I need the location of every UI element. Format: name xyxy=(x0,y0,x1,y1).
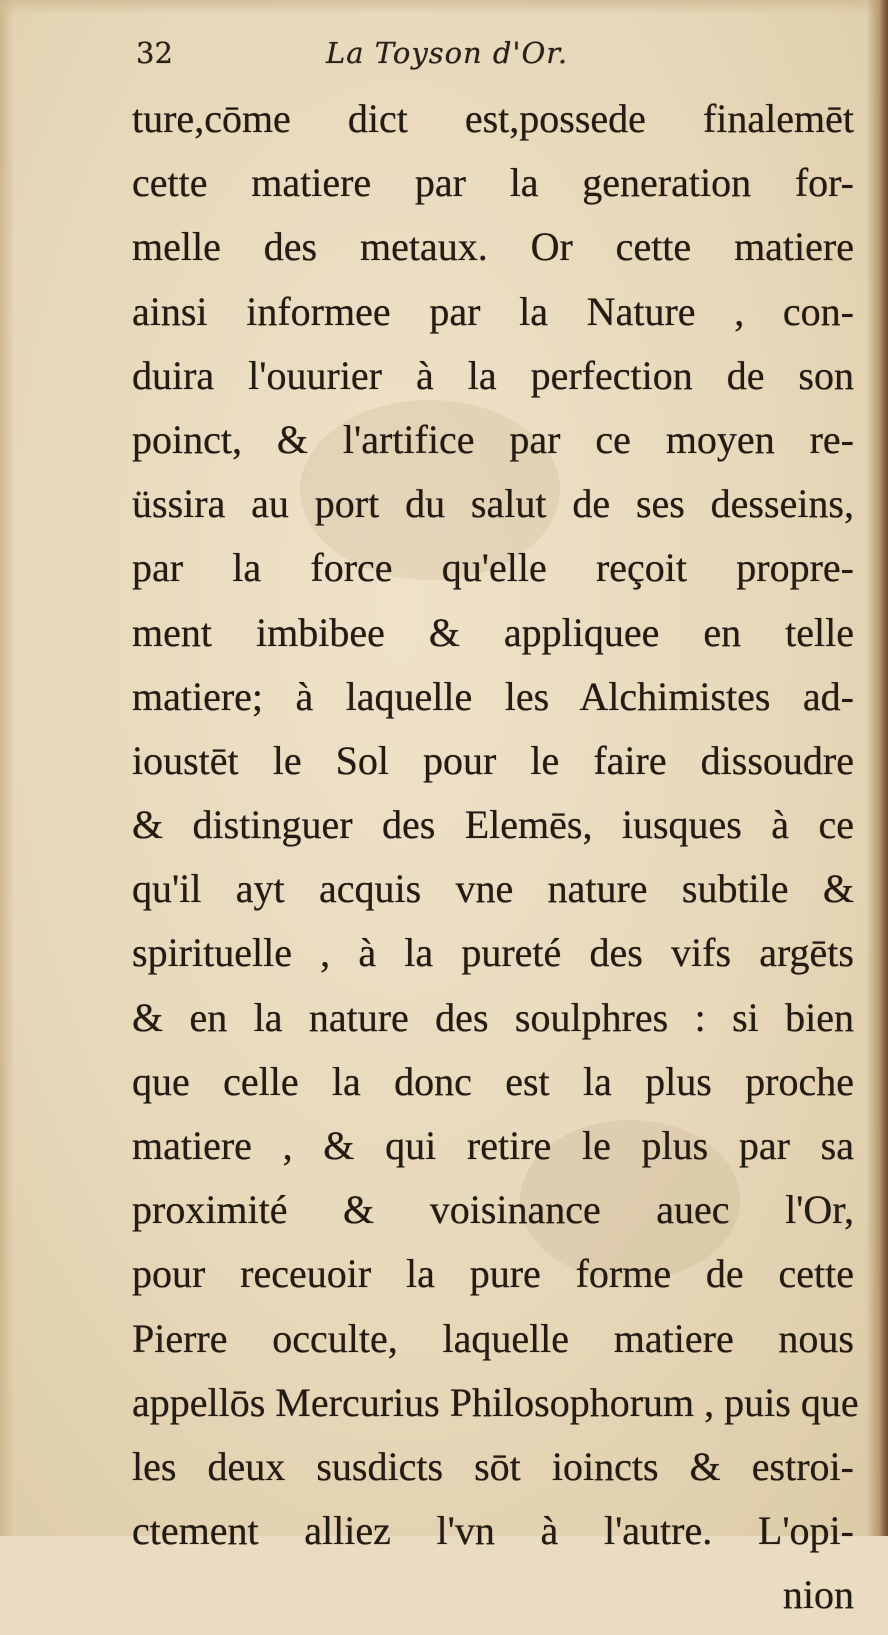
text-line: & distinguer des Elemēs, iusques à ce xyxy=(132,802,854,848)
text-line: üssira au port du salut de ses desseins, xyxy=(132,481,854,527)
text-line: cette matiere par la generation for- xyxy=(132,160,854,206)
text-line: duira l'ouurier à la perfection de son xyxy=(132,352,854,398)
body-text xyxy=(132,94,859,1635)
running-title: La Toyson d'Or. xyxy=(326,36,569,70)
text-line: appellōs Mercurius Philosophorum , puis que xyxy=(132,1379,859,1425)
text-line: ctement alliez l'vn à l'autre. L'opi- xyxy=(132,1508,854,1554)
text-line: Pierre occulte, laquelle matiere nous xyxy=(132,1315,854,1361)
page-top-edge-shadow xyxy=(0,0,888,14)
text-line: matiere; à laquelle les Alchimistes ad- xyxy=(132,673,854,719)
text-line: que celle la donc est la plus proche xyxy=(132,1058,854,1104)
text-line: poinct, & l'artifice par ce moyen re- xyxy=(132,416,854,462)
page-fore-edge xyxy=(866,0,888,1536)
catchword: nion xyxy=(782,1572,854,1618)
page-number: 32 xyxy=(136,36,173,70)
text-line: ainsi informee par la Nature , con- xyxy=(132,288,854,334)
text-line: qu'il ayt acquis vne nature subtile & xyxy=(132,866,854,912)
text-line: par la force qu'elle reçoit propre- xyxy=(132,545,854,591)
text-line: & en la nature des soulphres : si bien xyxy=(132,994,854,1040)
text-line: ioustēt le Sol pour le faire dissoudre xyxy=(132,737,854,783)
page-header xyxy=(136,30,856,80)
text-line: proximité & voisinance auec l'Or, xyxy=(132,1187,854,1233)
text-line: les deux susdicts sōt ioincts & estroi- xyxy=(132,1443,854,1489)
page-gutter-shadow xyxy=(0,0,14,1536)
text-line: melle des metaux. Or cette matiere xyxy=(132,224,854,270)
text-line: pour receuoir la pure forme de cette xyxy=(132,1251,854,1297)
text-line: ment imbibee & appliquee en telle xyxy=(132,609,854,655)
text-line: ture,cōme dict est,possede finalemēt xyxy=(132,96,854,141)
text-line: spirituelle , à la pureté des vifs argēts xyxy=(132,930,854,976)
text-line: matiere , & qui retire le plus par sa xyxy=(132,1123,854,1168)
